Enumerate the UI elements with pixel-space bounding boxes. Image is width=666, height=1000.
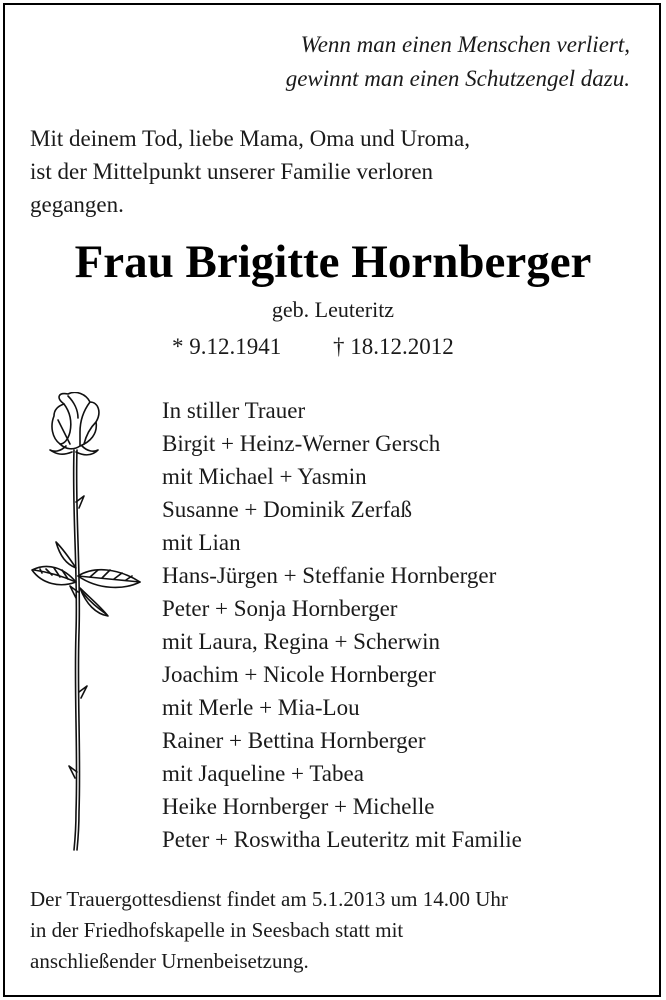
- mourners-list: [162, 394, 642, 856]
- intro-line: gegangen.: [30, 192, 124, 217]
- mourner-line: Rainer + Bettina Hornberger: [162, 728, 426, 753]
- quote-line: gewinnt man einen Schutzengel dazu.: [285, 66, 630, 91]
- maiden-name: geb. Leuteritz: [271, 297, 395, 322]
- mourner-line: mit Jaqueline + Tabea: [162, 761, 364, 786]
- quote-line: Wenn man einen Menschen verliert,: [300, 32, 630, 57]
- mourner-line: Joachim + Nicole Hornberger: [162, 662, 436, 687]
- service-notice: [30, 884, 640, 977]
- mourner-line: Peter + Roswitha Leuteritz mit Familie: [162, 827, 522, 852]
- deceased-name: Frau Brigitte Hornberger: [74, 236, 592, 288]
- rose-icon: [28, 392, 153, 852]
- mourner-line: mit Laura, Regina + Scherwin: [162, 629, 441, 654]
- intro-text: [30, 122, 640, 221]
- service-line: Der Trauergottesdienst findet am 5.1.2013 um 14.00 Uhr: [30, 887, 508, 911]
- quote: [180, 28, 630, 96]
- service-line: in der Friedhofskapelle in Seesbach statt mit: [30, 918, 404, 942]
- intro-line: Mit deinem Tod, liebe Mama, Oma und Uroma,: [30, 126, 470, 151]
- mourner-line: mit Michael + Yasmin: [162, 464, 367, 489]
- mourner-line: mit Merle + Mia-Lou: [162, 695, 360, 720]
- death-date: † 18.12.2012: [333, 334, 454, 359]
- mourner-line: Susanne + Dominik Zerfaß: [162, 497, 412, 522]
- service-line: anschließender Urnenbeisetzung.: [30, 949, 309, 973]
- mourner-line: mit Lian: [162, 530, 241, 555]
- mourners-heading: In stiller Trauer: [162, 398, 306, 423]
- birth-date: * 9.12.1941: [172, 334, 282, 359]
- mourner-line: Peter + Sonja Hornberger: [162, 596, 398, 621]
- intro-line: ist der Mittelpunkt unserer Familie verloren: [30, 159, 434, 184]
- life-dates: [172, 332, 454, 362]
- mourner-line: Hans-Jürgen + Steffanie Hornberger: [162, 563, 497, 588]
- mourner-line: Birgit + Heinz-Werner Gersch: [162, 431, 441, 456]
- mourner-line: Heike Hornberger + Michelle: [162, 794, 435, 819]
